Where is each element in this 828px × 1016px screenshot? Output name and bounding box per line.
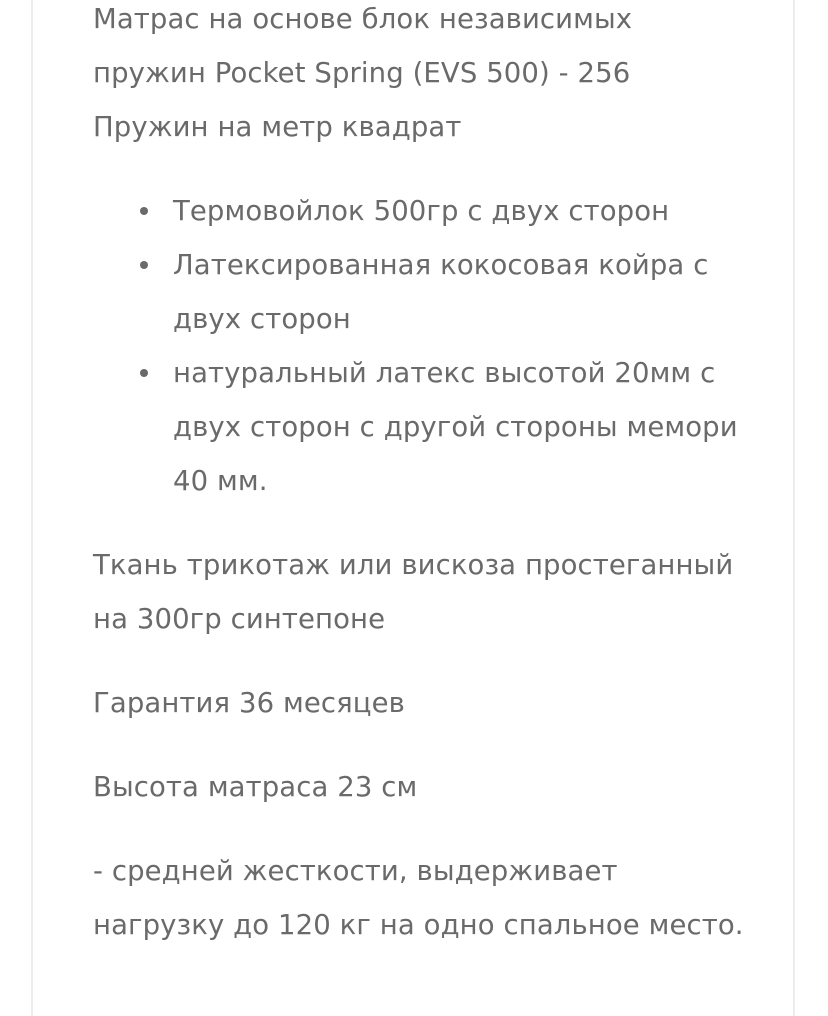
intro-text: Матрас на основе блок независимых пружин Pocket Spring (EVS 500) - 256 Пружин на метр квадрат (93, 3, 633, 143)
height-text: Высота матраса 23 см (93, 771, 418, 803)
firmness-text: - средней жесткости, выдерживает нагрузку до 120 кг на одно спальное место. (93, 855, 744, 941)
fabric-text: Ткань трикотаж или вискоза простеганный на 300гр синтепоне (93, 549, 734, 635)
list-item: Латексированная кокосовая койра с двух сторон (173, 238, 753, 346)
warranty-text: Гарантия 36 месяцев (93, 687, 405, 719)
list-item: натуральный латекс высотой 20мм с двух сторон с другой стороны мемори 40 мм. (173, 346, 753, 508)
features-list (93, 184, 753, 508)
list-item: Термовойлок 500гр с двух сторон (173, 184, 753, 238)
product-description (93, 0, 753, 982)
